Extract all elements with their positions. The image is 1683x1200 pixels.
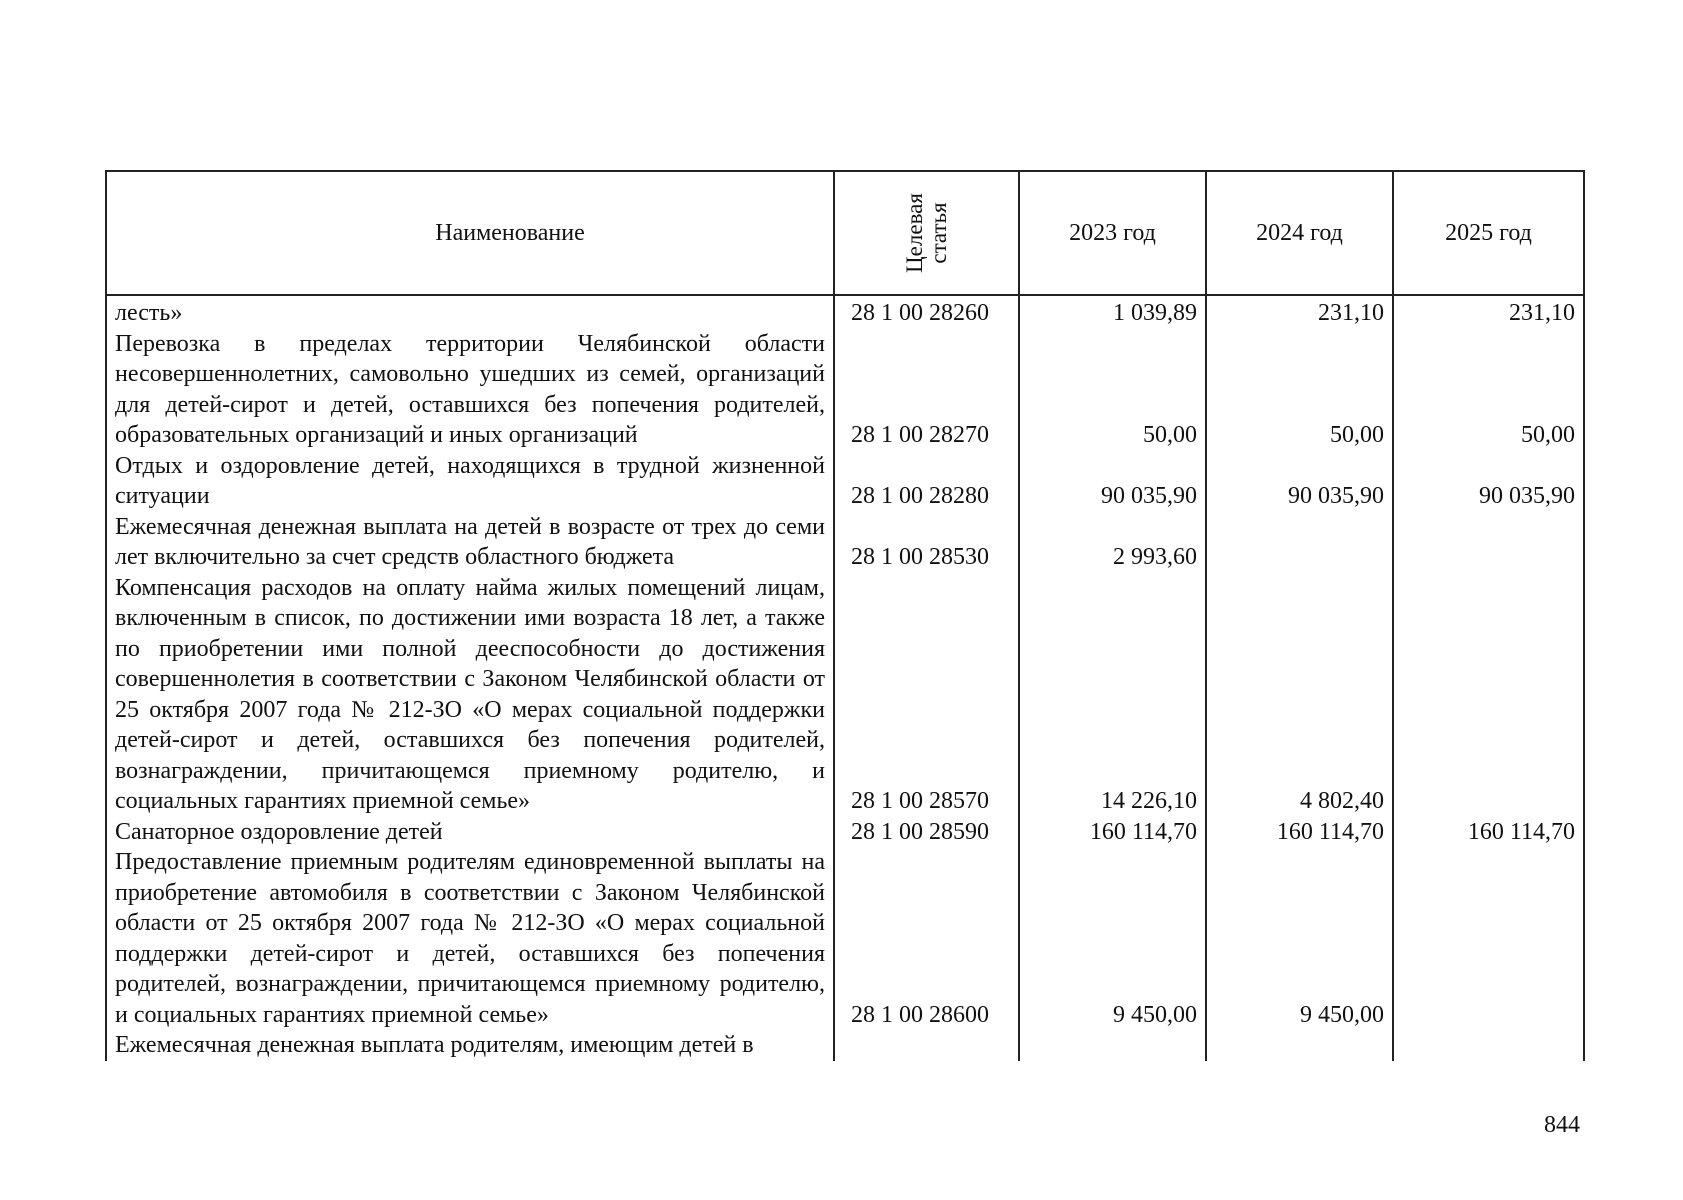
row-code: 28 1 00 28600 [834,847,1019,1030]
row-2024: 231,10 [1206,295,1393,329]
table-row [106,573,1584,817]
page-number: 844 [1544,1112,1580,1138]
row-2024: 50,00 [1206,329,1393,451]
row-2023: 90 035,90 [1019,451,1206,512]
row-2024: 160 114,70 [1206,817,1393,848]
table-row [106,1030,1584,1061]
row-code: 28 1 00 28590 [834,817,1019,848]
row-2024: 4 802,40 [1206,573,1393,817]
row-2025: 50,00 [1393,329,1584,451]
header-code-label: Целевая статья [901,193,951,273]
row-2023 [1019,1030,1206,1061]
row-code: 28 1 00 28260 [834,295,1019,329]
row-code: 28 1 00 28530 [834,512,1019,573]
row-code: 28 1 00 28280 [834,451,1019,512]
table-row [106,329,1584,451]
row-2025 [1393,512,1584,573]
row-2024: 9 450,00 [1206,847,1393,1030]
row-code [834,1030,1019,1061]
row-name: Ежемесячная денежная выплата на детей в возрасте от трех до семи лет включительно за счет средств областного бюджета [106,512,834,573]
row-2025 [1393,1030,1584,1061]
row-name: Перевозка в пределах территории Челябинской области несовершеннолетних, самовольно ушедших из семей, организаций для детей-сирот и детей, оставшихся без попечения родителей, образовательных организаций и иных организаций [106,329,834,451]
row-name: лесть» [106,295,834,329]
row-2025 [1393,573,1584,817]
budget-table [105,170,1585,1061]
table-row [106,847,1584,1030]
row-name: Компенсация расходов на оплату найма жилых помещений лицам, включенным в список, по достижении ими возраста 18 лет, а также по приобретении ими полной дееспособности до достижения совершеннолетия в соответствии с Законом Челябинской области от 25 октября 2007 года № 212-ЗО «О мерах социальной поддержки детей-сирот и детей, оставшихся без попечения родителей, вознаграждении, причитающемся приемному родителю, и социальных гарантиях приемной семье» [106,573,834,817]
table-row [106,295,1584,329]
row-name: Отдых и оздоровление детей, находящихся в трудной жизненной ситуации [106,451,834,512]
row-2023: 9 450,00 [1019,847,1206,1030]
row-2023: 50,00 [1019,329,1206,451]
table-row [106,512,1584,573]
table-row [106,817,1584,848]
row-code: 28 1 00 28270 [834,329,1019,451]
header-2023: 2023 год [1019,171,1206,295]
row-code: 28 1 00 28570 [834,573,1019,817]
row-2023: 1 039,89 [1019,295,1206,329]
table-header [106,171,1584,295]
header-2025: 2025 год [1393,171,1584,295]
table-row [106,451,1584,512]
row-2023: 160 114,70 [1019,817,1206,848]
row-2024 [1206,512,1393,573]
row-2023: 14 226,10 [1019,573,1206,817]
table-body [106,295,1584,1061]
header-code [834,171,1019,295]
row-2025 [1393,847,1584,1030]
row-2025: 90 035,90 [1393,451,1584,512]
header-name: Наименование [106,171,834,295]
row-name: Ежемесячная денежная выплата родителям, имеющим детей в [106,1030,834,1061]
row-name: Санаторное оздоровление детей [106,817,834,848]
row-name: Предоставление приемным родителям единовременной выплаты на приобретение автомобиля в соответствии с Законом Челябинской области от 25 октября 2007 года № 212-ЗО «О мерах социальной поддержки детей-сирот и детей, оставшихся без попечения родителей, вознаграждении, причитающемся приемному родителю, и социальных гарантиях приемной семье» [106,847,834,1030]
row-2023: 2 993,60 [1019,512,1206,573]
row-2025: 231,10 [1393,295,1584,329]
row-2025: 160 114,70 [1393,817,1584,848]
header-2024: 2024 год [1206,171,1393,295]
row-2024: 90 035,90 [1206,451,1393,512]
row-2024 [1206,1030,1393,1061]
